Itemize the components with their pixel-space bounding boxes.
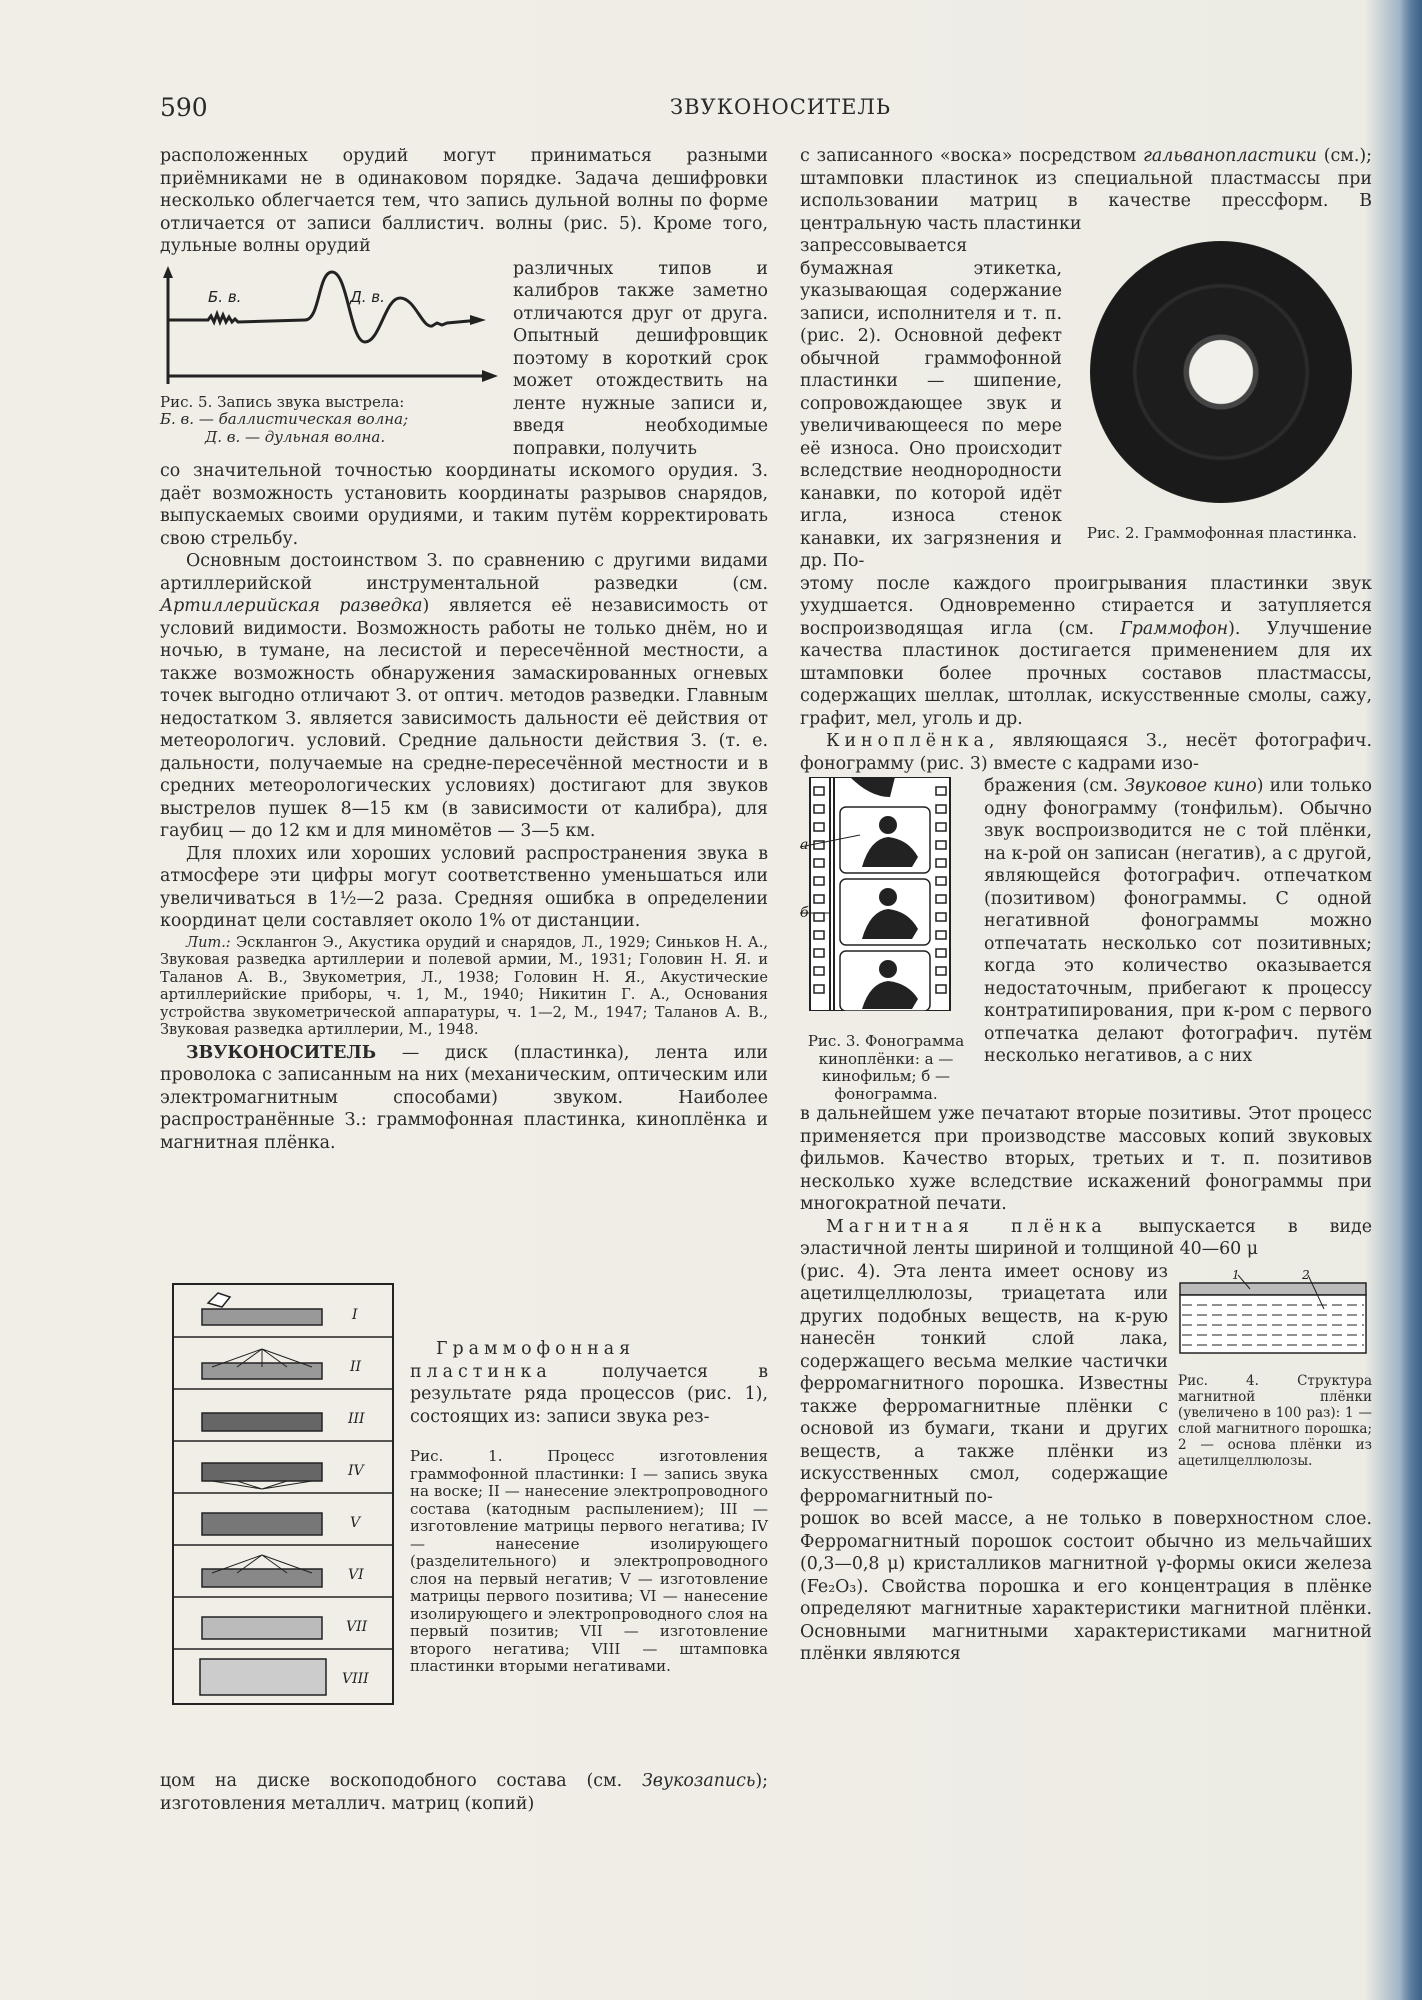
cross-reference-link[interactable]: Граммофон xyxy=(1120,618,1229,639)
paragraph: Магнитная плёнка выпускается в виде эластичной ленты шириной и толщиной 40—60 μ xyxy=(800,1216,1372,1259)
figure-1-caption: Рис. 1. Процесс изготовления граммофонной пластинки: I — запись звука на воске; II — нанесение электропроводного состава (катодным распылением); III — изготовление матрицы первого негатива; IV — нанесение изолирующего (разделительного) и электропроводного слоя на первый негатив; V — изготовление матрицы первого позитива; VI — нанесение изолирующего и электропроводного слоя на первый позитив; VII — изготовление второго негатива; VIII — штамповка пластинки вторыми негативами. xyxy=(410,1447,768,1675)
cross-reference-link[interactable]: Звуковое кино xyxy=(1124,776,1257,796)
label-2: 2 xyxy=(1302,1268,1310,1282)
paragraph: Для плохих или хороших условий распространения звука в атмосфере эти цифры могут соответственно уменьшаться или увеличиваться в 1½—2 раза. Средняя ошибка в определении координат цели составляет около 1% от дистанции. xyxy=(160,843,768,931)
figure-4 xyxy=(1178,1269,1372,1469)
section-headword: Граммофонная пластинка xyxy=(410,1339,636,1382)
figure-4-caption: Рис. 4. Структура магнитной плёнки (увеличено в 100 раз): 1 — слой магнитного порошка; 2 — основа плёнки из ацетилцеллюлозы. xyxy=(1178,1372,1372,1469)
section-headword: Киноплёнка xyxy=(826,731,989,751)
label-bv: Б. в. xyxy=(208,287,242,306)
right-column xyxy=(800,145,1372,1666)
label-a: а xyxy=(800,837,809,853)
paragraph: запрессовывается бумажная этикетка, указывающая содержание записи, исполнителя и т. п. (рис. 2). Основной дефект обычной граммофонной пластинки — шипение, сопровождающее звук и увеличивающееся по мере её износа. Оно происходит вследствие неоднородности канавки, по которой идёт игла, износа стенок канавки, их загрязнения и др. По- xyxy=(800,236,1062,571)
paragraph: Граммофонная пластинка получается в результате ряда процессов (рис. 1), состоящих из: записи звука рез- xyxy=(410,1339,768,1427)
paragraph: Киноплёнка, являющаяся З., несёт фотографич. фонограмму (рис. 3) вместе с кадрами изо- xyxy=(800,731,1372,774)
literature: Лит.: Эскланrон Э., Акустика орудий и снарядов, Л., 1929; Синьков Н. А., Звуковая разведка артиллерии и полевой армии, М., 1931; Головин Н. Я. и Таланов А. В., Звукометрия, Л., 1938; Головин Н. Я., Акустические артиллерийские приборы, ч. 1, М., 1940; Никитин Г. А., Основания устройства звукометрической аппаратуры, ч. 1—2, М., 1947; Таланов А. В., Звуковая разведка артиллерии, М., 1948. xyxy=(160,934,768,1038)
paragraph: в дальнейшем уже печатают вторые позитивы. Этот процесс применяется при производстве массовых копий звуковых фильмов. Качество вторых, третьих и т. п. позитивов несколько хуже вследствие искажений фонограммы при многократной печати. xyxy=(800,1104,1372,1214)
left-column-gram xyxy=(410,1338,768,1676)
step-label: I xyxy=(352,1307,358,1323)
paragraph: бражения (см. Звуковое кино) или только одну фонограмму (тонфильм). Обычно звук воспроизводится не с той плёнки, на к-рой он записан (негатив), а с другой, являющейся фотографич. отпечатком (позитивом) фонограммы. С одной негативной фонограммы можно отпечатать несколько сот позитивных; когда это количество оказывается недостаточным, прибегают к процессу контратипирования, при к-ром с первого отпечатка делают фотографич. путём несколько негативов, а с них xyxy=(984,776,1372,1066)
cross-reference-link[interactable]: гальванопластики xyxy=(1143,146,1317,166)
figure-2-caption: Рис. 2. Граммофонная пластинка. xyxy=(1086,524,1358,542)
page-edge xyxy=(1400,0,1422,2000)
running-title: ЗВУКОНОСИТЕЛЬ xyxy=(670,95,892,119)
step-label: V xyxy=(350,1515,361,1531)
paragraph: со значительной точностью координаты искомого орудия. З. даёт возможность установить координаты разрывов снарядов, выпускаемых своими орудиями, и таким путём корректировать свою стрельбу. xyxy=(160,461,768,549)
step-label: IV xyxy=(348,1463,364,1479)
paragraph: (рис. 4). Эта лента имеет основу из ацетилцеллюлозы, триацетата или других подобных веществ, на к-рую нанесён тонкий слой лака, содержащего весьма мелкие частички ферромагнитного порошка. Известны также ферромагнитные плёнки с основой из бумаги, ткани и других веществ, а также плёнки из искусственных смол, содержащие ферромагнитный по- xyxy=(800,1261,1168,1507)
label-b: б xyxy=(800,905,809,921)
paragraph: рошок во всей массе, а не только в поверхностном слое. Ферромагнитный порошок состоит обычно из мельчайших (0,3—0,8 μ) кристалликов магнитной γ-формы окиси железа (Fe₂O₃). Свойства порошка и его концентрация в плёнке определяют магнитные характеристики магнитной плёнки. Основными магнитными характеристиками магнитной плёнки являются xyxy=(800,1509,1372,1664)
paragraph: с записанного «воска» посредством гальванопластики (см.); штамповки пластинок из специальной пластмассы при использовании матриц в качестве прессформ. В центральную часть пластинки xyxy=(800,146,1372,234)
figure-2 xyxy=(1072,241,1372,543)
record-manufacturing-diagram-icon xyxy=(172,1283,394,1705)
gramophone-record-image xyxy=(1090,241,1352,503)
figure-3 xyxy=(800,777,972,1103)
figure-5 xyxy=(160,262,505,447)
sound-record-waveform-icon xyxy=(160,262,500,384)
section-headword: Магнитная плёнка xyxy=(826,1216,1107,1237)
step-label: VI xyxy=(348,1567,364,1583)
paragraph: расположенных орудий могут приниматься разными приёмниками не в одинаковом порядке. Задача дешифровки несколько облегчается тем, что запись дульной волны по форме отличается от записи баллистич. волны (рис. 5). Кроме того, дульные волны орудий xyxy=(160,146,768,256)
step-label: III xyxy=(348,1411,365,1427)
left-column xyxy=(160,145,768,1154)
figure-3-caption: Рис. 3. Фонограмма киноплёнки: а — кинофильм; б — фонограмма. xyxy=(807,1032,965,1103)
paragraph: цом на диске воскоподобного состава (см. Звукозапись); изготовления металлич. матриц (копий) xyxy=(160,1771,768,1814)
magnetic-tape-structure-icon xyxy=(1178,1269,1368,1355)
label-dv: Д. в. xyxy=(350,287,385,306)
step-label: VII xyxy=(346,1619,368,1635)
paragraph: этому после каждого проигрывания пластинки звук ухудшается. Одновременно стирается и затупляется воспроизводящая игла (см. Граммофон). Улучшение качества пластинок достигается применением для их штамповки более прочных составов пластмассы, содержащих шеллак, штоллак, искусственные смолы, сажу, графит, мел, уголь и др. xyxy=(800,573,1372,729)
page-number: 590 xyxy=(160,93,208,122)
figure-1 xyxy=(172,1283,394,1705)
entry-definition: ЗВУКОНОСИТЕЛЬ — диск (пластинка), лента или проволока с записанным на них (механическим, оптическим или электромагнитным способами) звуком. Наиболее распространённые З.: граммофонная пластинка, киноплёнка и магнитная плёнка. xyxy=(160,1042,768,1153)
figure-5-caption: Рис. 5. Запись звука выстрела: Б. в. — баллистическая волна; Д. в. — дульная волна. xyxy=(160,392,409,446)
cross-reference-link[interactable]: Артиллерийская разведка xyxy=(160,596,423,616)
paragraph: Основным достоинством З. по сравнению с другими видами артиллерийской инструментальной разведки (см. Артиллерийская разведка) является её независимость от условий видимости. Возможность работы не только днём, но и ночью, в тумане, на лесистой и пересечённой местности, а также возможность обнаружения замаскированных огневых точек выгодно отличают З. от оптич. методов разведки. Главным недостатком З. является зависимость дальности её действия от метеорологич. условий. Средние дальности действия З. (т. е. дальности, получаемые на средне-пересечённой местности и в средних метеорологических условиях) достигают для звуков выстрелов пушек 8—15 км (в зависимости от калибра), для гаубиц — до 12 км и для миномётов — 3—5 км. xyxy=(160,551,768,841)
label-1: 1 xyxy=(1232,1268,1240,1282)
left-column-bottom xyxy=(160,1770,768,1815)
cross-reference-link[interactable]: Звукозапись xyxy=(641,1771,756,1791)
step-label: II xyxy=(350,1359,362,1375)
step-label: VIII xyxy=(342,1671,369,1687)
film-strip-icon xyxy=(800,777,960,1011)
paragraph: различных типов и калибров также заметно отличаются друг от друга. Опытный дешифровщик поэтому в короткий срок может отождествить на ленте нужные записи и, введя необходимые поправки, получить xyxy=(513,258,768,459)
entry-headword: ЗВУКОНОСИТЕЛЬ xyxy=(186,1042,377,1063)
